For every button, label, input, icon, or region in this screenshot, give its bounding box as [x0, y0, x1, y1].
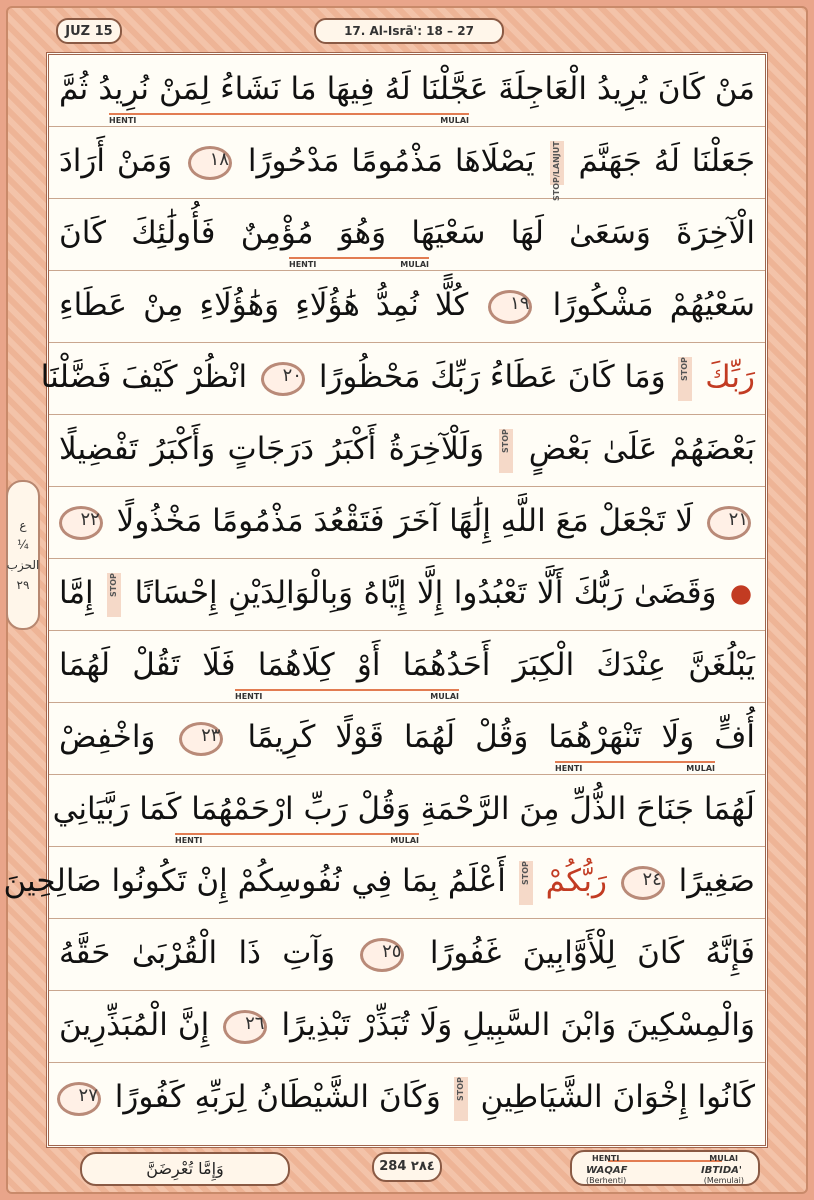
verse-text: كَانُوا إِخْوَانَ الشَّيَاطِينِ [480, 1079, 755, 1115]
verse-line [49, 487, 765, 559]
legend-ibtida: IBTIDA' [701, 1165, 742, 1176]
verse-line [49, 919, 765, 991]
ayah-number: ٢٠ [261, 362, 305, 396]
tajwid-mark: HENTI MULAI [109, 113, 469, 127]
stop-sign: STOP [499, 429, 513, 473]
verse-text: وَكَانَ الشَّيْطَانُ لِرَبِّهِ كَفُورًا [114, 1079, 441, 1115]
verse-text: وَمَا كَانَ عَطَاءُ رَبِّكَ مَحْظُورًا [318, 359, 666, 395]
verse-text: لَهُمَا جَنَاحَ الذُّلِّ مِنَ الرَّحْمَةِ وَقُلْ رَبِّ ارْحَمْهُمَا كَمَا رَبَّيَانِي [52, 791, 755, 827]
ayah-number: ٢٧ [57, 1082, 101, 1116]
legend-mulai: MULAI [709, 1154, 738, 1163]
verse-line [49, 127, 765, 199]
verse-text: الْآخِرَةَ وَسَعَىٰ لَهَا سَعْيَهَا وَهُوَ مُؤْمِنٌ فَأُولَٰئِكَ كَانَ [59, 215, 755, 251]
verse-text: وَالْمِسْكِينَ وَابْنَ السَّبِيلِ وَلَا تُبَذِّرْ تَبْذِيرًا [281, 1007, 755, 1043]
surah-label: 17. Al-Isrā': 18 – 27 [314, 18, 504, 44]
verse-text: يَبْلُغَنَّ عِنْدَكَ الْكِبَرَ أَحَدُهُمَا أَوْ كِلَاهُمَا فَلَا تَقُلْ لَهُمَا [59, 647, 755, 683]
verse-text: وَلَلْآخِرَةُ أَكْبَرُ دَرَجَاتٍ وَأَكْبَرُ تَفْضِيلًا [59, 431, 485, 467]
verse-text: انْظُرْ كَيْفَ فَضَّلْنَا [40, 359, 248, 395]
legend-waqaf: WAQAF [586, 1165, 628, 1176]
ayah-number: ٢١ [707, 506, 751, 540]
tajwid-mark: HENTI MULAI [175, 833, 419, 847]
tajwid-mark: HENTI MULAI [289, 257, 429, 271]
juz-label: JUZ 15 [56, 18, 122, 44]
verse-text: إِنَّ الْمُبَذِّرِينَ [59, 1007, 210, 1043]
legend-ibtida-desc: (Memulai) [703, 1176, 744, 1185]
verse-text: صَغِيرًا [678, 863, 755, 899]
legend-henti: HENTI [592, 1154, 620, 1163]
ain-mark: ع [19, 518, 27, 532]
verse-line [49, 775, 765, 847]
verse-text: رَبِّكَ [705, 359, 755, 395]
verse-text: سَعْيُهُمْ مَشْكُورًا [552, 287, 755, 323]
verse-line [49, 991, 765, 1063]
verse-text: وَآتِ ذَا الْقُرْبَىٰ حَقَّهُ [59, 935, 336, 971]
verse-text: جَعَلْنَا لَهُ جَهَنَّمَ [578, 143, 755, 179]
verse-line [49, 631, 765, 703]
stop-sign: STOP [678, 357, 692, 401]
rubu-hizb-icon [727, 576, 755, 614]
verse-line [3, 847, 765, 919]
next-page-word: وَإِمَّا تُعْرِضَنَّ [80, 1152, 290, 1186]
ayah-number: ١٩ [488, 290, 532, 324]
ayah-number: ٢٢ [59, 506, 103, 540]
stop-sign: STOP [454, 1077, 468, 1121]
verse-line [49, 199, 765, 271]
ayah-number: ٢٥ [360, 938, 404, 972]
page-number: 284 ٢٨٤ [372, 1152, 442, 1182]
verse-line [49, 271, 765, 343]
ayah-number: ٢٣ [179, 722, 223, 756]
verse-text: بَعْضَهُمْ عَلَىٰ بَعْضٍ [528, 431, 755, 467]
ayah-number: ١٨ [188, 146, 232, 180]
verse-text: كُلًّا نُمِدُّ هَٰؤُلَاءِ وَهَٰؤُلَاءِ مِنْ عَطَاءِ [59, 287, 469, 323]
verse-line [49, 1063, 765, 1135]
legend-waqaf-desc: (Berhenti) [586, 1176, 627, 1185]
stop-sign: STOP/LANJUT [550, 141, 564, 185]
ayah-number: ٢٤ [621, 866, 665, 900]
tajwid-mark: HENTI MULAI [235, 689, 459, 703]
verse-line [49, 415, 765, 487]
verse-text: وَقَضَىٰ رَبُّكَ أَلَّا تَعْبُدُوا إِلَّا إِيَّاهُ وَبِالْوَالِدَيْنِ إِحْسَانًا [134, 575, 717, 611]
tajwid-mark: HENTI MULAI [555, 761, 715, 775]
verse-line [49, 559, 765, 631]
verse-text: أُفٍّ وَلَا تَنْهَرْهُمَا وَقُلْ لَهُمَا قَوْلًا كَرِيمًا [247, 719, 755, 755]
verse-line [40, 343, 765, 415]
verse-text: لَا تَجْعَلْ مَعَ اللَّهِ إِلَٰهًا آخَرَ فَتَقْعُدَ مَذْمُومًا مَخْذُولًا [116, 503, 694, 539]
verse-text: مَنْ كَانَ يُرِيدُ الْعَاجِلَةَ عَجَّلْنَا لَهُ فِيهَا مَا نَشَاءُ لِمَنْ نُرِيدُ ثُمَّ [59, 71, 755, 107]
verse-text: إِمَّا [59, 575, 94, 611]
verse-line [49, 55, 765, 127]
ayah-number: ٢٦ [223, 1010, 267, 1044]
hizb-number: ٢٩ [16, 578, 30, 592]
verse-text: وَاخْفِضْ [59, 719, 156, 755]
verse-text: وَمَنْ أَرَادَ [59, 143, 173, 179]
verse-text: يَصْلَاهَا مَذْمُومًا مَدْحُورًا [247, 143, 535, 179]
stop-sign: STOP [107, 573, 121, 617]
stop-sign: STOP [519, 861, 533, 905]
hizb-marker [6, 480, 40, 630]
verse-text: رَبُّكُمْ [545, 863, 607, 899]
verse-line [49, 703, 765, 775]
verse-text: أَعْلَمُ بِمَا فِي نُفُوسِكُمْ إِنْ تَكُونُوا صَالِحِينَ [3, 863, 506, 899]
hizb-label: الحزب [6, 558, 40, 572]
verse-text: فَإِنَّهُ كَانَ لِلْأَوَّابِينَ غَفُورًا [429, 935, 755, 971]
quarter-mark: ¼ [17, 538, 29, 552]
tajwid-legend [570, 1150, 760, 1186]
